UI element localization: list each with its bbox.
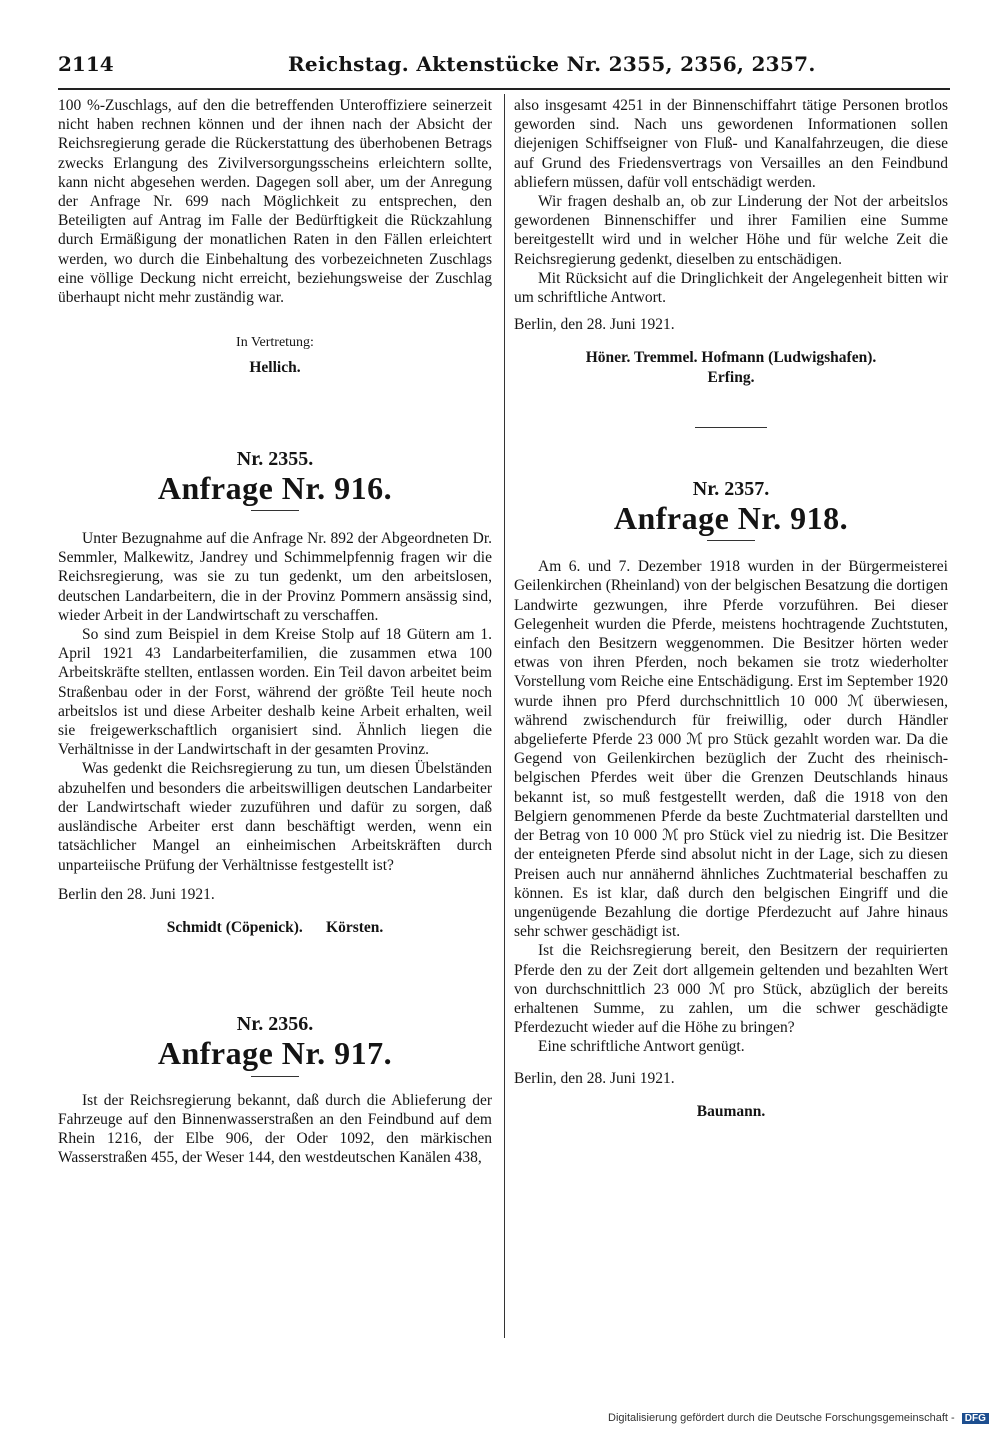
left-column — [58, 96, 492, 1167]
page-header — [58, 48, 948, 88]
vertretung-signer: Hellich. — [249, 359, 301, 377]
anfrage-916-date: Berlin den 28. Juni 1921. — [58, 885, 215, 903]
digitization-credit — [608, 1412, 989, 1424]
anfrage-917-signers-line-1: Höner. Tremmel. Hofmann (Ludwigshafen). — [585, 349, 877, 367]
header-rule — [58, 88, 950, 90]
right-column — [514, 96, 948, 1121]
anfrage-918-paragraph-1: Am 6. und 7. Dezember 1918 wurden in der Bürgermeisterei Geilenkirchen (Rheinland) von der belgischen Besatzung die dortigen Landwirte gezwungen, ihre Pferde vorzuführen. Bei dieser Gelegenheit wurden die Pferde, meistens hochtragende Zuchtstuten, einfach den Besitzern weggenommen. Die Besitzer hörten weder etwas von ihren Pferden, noch bekamen sie trotz wiederholter Vorstellung vom Reiche eine Entschädigung. Erst im September 1920 wurde ihnen pro Pferd durchschnittlich 10 000 ℳ überwiesen, während zwischendurch für freiwillig, oder durch Händler abgelieferte Pferde 23 000 ℳ pro Stück gezahlt worden war. Da die Gegend von Geilenkirchen bezüglich der Zucht des rheinisch-belgischen Pferdes weit über die Grenzen Deutschlands hinaus bekannt ist, so muß festgestellt werden, daß die 1918 von den Belgiern genommenen Pferde da beste Zuchtmaterial darstellten und der Betrag von 10 000 ℳ pro Stück viel zu niedrig ist. Die Besitzer der enteigneten Pferde sind absolut nicht in der Lage, sich zu diesen Preisen auch nur annähernd ähnliches Zuchtmaterial beschaffen zu können. Es ist klar, daß durch den belgischen Eingriff und die ungenügende Bezahlung die dortige Pferdezucht auf Jahre hinaus sehr schwer geschädigt ist. — [514, 558, 948, 941]
heading-anfrage-916: Anfrage Nr. 916. — [157, 469, 393, 506]
heading-anfrage-918: Anfrage Nr. 918. — [613, 500, 849, 537]
dfg-logo: DFG — [962, 1413, 989, 1424]
anfrage-916-paragraph-1: Unter Bezugnahme auf die Anfrage Nr. 892 der Abgeordneten Dr. Semmler, Malkewitz, Jandrey und Schimmelpfennig fragen wir die Reichsregierung, was sie zu tun gedenkt, um den arbeitslosen, deutschen Landarbeitern, die in der Provinz Pommern ansässig sind, wieder Arbeit in der Landwirtschaft zu verschaffen. — [58, 530, 492, 624]
anfrage-916-signers: Schmidt (Cöpenick). Körsten. — [166, 918, 384, 936]
anfrage-917-paragraph-3: Mit Rücksicht auf die Dringlichkeit der Angelegenheit bitten wir um schriftliche Antwort. — [514, 269, 948, 307]
document-number-2356: Nr. 2356. — [236, 1013, 314, 1036]
continuation-paragraph: 100 %-Zuschlags, auf den die betreffenden Unteroffiziere seinerzeit nicht haben rechnen können und der ihnen nach der Absicht der Reichsregierung gerade die Rückerstattung des überhobenen Betrags zwecks Erlangung des Zivilversorgungsscheins erleichtern sollte, kann nicht abgesehen werden. Dagegen soll aber, um der Anregung der Anfrage Nr. 699 nach Möglichkeit zu entsprechen, den Beteiligten auf Antrag im Falle der Bedürftigkeit die Rückzahlung durch Ermäßigung der monatlichen Raten in den Fällen erleichtert werden, wo durch die Einbehaltung des vorbezeichneten Zuschlags eine völlige Deckung nicht erreicht, beziehungsweise der Zuschlag überhaupt nicht mehr zuständig war. — [58, 97, 492, 307]
credit-text: Digitalisierung gefördert durch die Deutsche Forschungsgemeinschaft - — [608, 1412, 955, 1424]
vertretung-label: In Vertretung: — [236, 335, 314, 351]
anfrage-917-signers-line-2: Erfing. — [707, 368, 755, 386]
anfrage-918-date: Berlin, den 28. Juni 1921. — [514, 1069, 675, 1087]
column-divider — [504, 94, 505, 1338]
anfrage-918-paragraph-2: Ist die Reichsregierung bereit, den Besitzern der requirierten Pferde den zu der Zeit dort allgemein geltenden und bezahlten Wert von durchschnittlich 23 000 ℳ pro Stück, abzüglich der bereits erhaltenen Summe, zu zahlen, um die schwer geschädigte Pferdezucht wieder auf die Höhe zu bringen? — [514, 942, 948, 1037]
heading-anfrage-917: Anfrage Nr. 917. — [157, 1035, 393, 1072]
anfrage-917-paragraph-1-continued: also insgesamt 4251 in der Binnenschiffahrt tätige Personen brotlos geworden sind. Nach uns gewordenen Informationen sollen diejenigen Schiffseigner von Fluß- und Kanalfahrzeugen, die diese auf Grund des Friedensvertrags von Versailles an den Feindbund abliefern müssen, dafür voll entschädigt werden. — [514, 97, 948, 191]
anfrage-917-paragraph-2: Wir fragen deshalb an, ob zur Linderung der Not der arbeitslos gewordenen Binnenschiffer und ihrer Familien eine Summe bereitgestellt wird und in welcher Höhe und für welche Zeit die Reichsregierung gedenkt, dieselben zu entschädigen. — [514, 193, 948, 268]
document-number-2357: Nr. 2357. — [692, 477, 770, 500]
anfrage-917-paragraph-1: Ist der Reichsregierung bekannt, daß durch die Ablieferung der Fahrzeuge auf den Binnenwasserstraßen an den Feindbund auf dem Rhein 1216, der Elbe 906, der Oder 1092, den märkischen Wasserstraßen 455, der Weser 144, den westdeutschen Kanälen 438, — [58, 1091, 492, 1167]
anfrage-916-paragraph-3: Was gedenkt die Reichsregierung zu tun, um diesen Übelständen abzuhelfen und besonders die arbeitswilligen deutschen Landarbeiter der Landwirtschaft wieder zuzuführen und dafür zu sorgen, daß ausländische Arbeiter erst dann beschäftigt werden, wenn ein tatsächlicher Mangel an einheimischen Arbeitskräften durch unparteiische Prüfung der Verhältnisse festgestellt ist? — [58, 760, 492, 874]
document-number-2355: Nr. 2355. — [236, 447, 314, 470]
page-number: 2114 — [58, 52, 114, 76]
anfrage-916-paragraph-2: So sind zum Beispiel in dem Kreise Stolp auf 18 Gütern am 1. April 1921 43 Landarbeiterfamilien, die zusammen etwa 100 Arbeitskräfte stellten, entlassen worden. Ein Teil davon arbeitet beim Straßenbau oder in der Forst, während der größte Teil heute noch arbeitslos ist und diese Arbeiter deshalb keine Arbeit erhalten, weil sie freigewerkschaftlich organisiert sind. Ähnlich liegen die Verhältnisse in der Landwirtschaft in der gesamten Provinz. — [58, 626, 492, 759]
anfrage-918-paragraph-3: Eine schriftliche Antwort genügt. — [538, 1038, 745, 1056]
anfrage-917-date: Berlin, den 28. Juni 1921. — [514, 316, 675, 334]
anfrage-918-signer: Baumann. — [696, 1102, 766, 1120]
running-head: Reichstag. Aktenstücke Nr. 2355, 2356, 2357. — [288, 52, 816, 76]
